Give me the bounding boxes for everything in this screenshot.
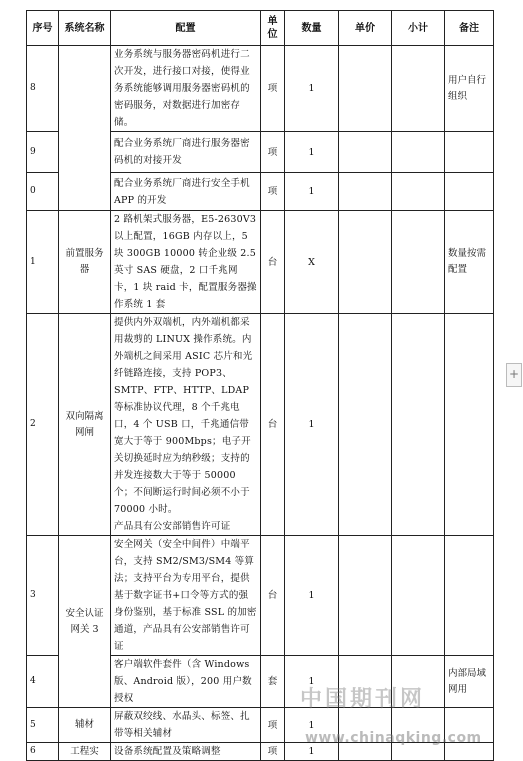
note-cell: 内部局域网用 bbox=[445, 656, 494, 708]
row-number: 0 bbox=[27, 173, 59, 211]
note-cell: 数量按需配置 bbox=[445, 211, 494, 314]
qty-cell: 1 bbox=[285, 314, 339, 536]
row-number: 3 bbox=[27, 536, 59, 656]
qty-cell: 1 bbox=[285, 173, 339, 211]
table-header-row bbox=[27, 11, 494, 46]
row-number: 5 bbox=[27, 708, 59, 743]
subtotal-cell bbox=[392, 132, 445, 173]
system-name: 前置服务器 bbox=[59, 211, 111, 314]
config-text: 配合业务系统厂商进行安全手机 APP 的开发 bbox=[111, 173, 261, 211]
unit-cell: 套 bbox=[261, 656, 285, 708]
price-cell bbox=[339, 173, 392, 211]
qty-cell: 1 bbox=[285, 132, 339, 173]
unit-cell: 台 bbox=[261, 536, 285, 656]
row-number: 4 bbox=[27, 656, 59, 708]
system-name: 双向隔离网闸 bbox=[59, 314, 111, 536]
unit-cell: 项 bbox=[261, 173, 285, 211]
header-cell: 配置 bbox=[111, 11, 261, 46]
subtotal-cell bbox=[392, 211, 445, 314]
spec-table bbox=[26, 10, 494, 761]
unit-cell: 项 bbox=[261, 708, 285, 743]
qty-cell: 1 bbox=[285, 656, 339, 708]
table-row bbox=[27, 46, 494, 132]
qty-cell: X bbox=[285, 211, 339, 314]
header-cell: 系统名称 bbox=[59, 11, 111, 46]
system-name: 工程实 bbox=[59, 743, 111, 761]
config-text: 提供内外双端机，内外端机都采用裁剪的 LINUX 操作系统。内外端机之间采用 ASIC 芯片和光纤链路连接，支持 POP3、SMTP、FTP、HTTP、LDAP 等标准协议代理，8 个千兆电口，4 个 USB 口，千兆通信带宽大于等于 900Mbps；电子开关切换延时应为纳秒级；支持的并发连接数大于等于 50000 个；不间断运行时间必须不小于 70000 小时。 产品具有公安部销售许可证 bbox=[111, 314, 261, 536]
header-cell: 备注 bbox=[445, 11, 494, 46]
unit-cell: 台 bbox=[261, 314, 285, 536]
config-text: 安全网关（安全中间件）中端平台，支持 SM2/SM3/SM4 等算法；支持平台为专用平台，提供基于数字证书+口令等方式的强身份鉴别，基于标准 SSL 的加密通道，产品具有公安部销售许可证 bbox=[111, 536, 261, 656]
row-number: 6 bbox=[27, 743, 59, 761]
unit-cell: 项 bbox=[261, 132, 285, 173]
unit-cell: 项 bbox=[261, 46, 285, 132]
config-text: 设备系统配置及策略调整 bbox=[111, 743, 261, 761]
watermark-url: www.chinaqking.com bbox=[305, 730, 482, 746]
note-cell bbox=[445, 132, 494, 173]
header-cell: 单价 bbox=[339, 11, 392, 46]
row-number: 9 bbox=[27, 132, 59, 173]
system-name bbox=[59, 46, 111, 211]
subtotal-cell bbox=[392, 536, 445, 656]
config-text: 2 路机架式服务器，E5-2630V3 以上配置，16GB 内存以上，5 块 300GB 10000 转企业级 2.5 英寸 SAS 硬盘，2 口千兆网卡，1 块 raid 卡，配置服务器操作系统 1 套 bbox=[111, 211, 261, 314]
header-cell: 小计 bbox=[392, 11, 445, 46]
subtotal-cell bbox=[392, 314, 445, 536]
add-marker-button[interactable]: + bbox=[506, 363, 522, 387]
config-text: 业务系统与服务器密码机进行二次开发，进行接口对接，使得业务系统能够调用服务器密码机的密码服务，对数据进行加密存储。 bbox=[111, 46, 261, 132]
price-cell bbox=[339, 132, 392, 173]
header-cell: 数量 bbox=[285, 11, 339, 46]
row-number: 8 bbox=[27, 46, 59, 132]
price-cell bbox=[339, 536, 392, 656]
note-cell: 用户自行组织 bbox=[445, 46, 494, 132]
qty-cell: 1 bbox=[285, 46, 339, 132]
qty-cell: 1 bbox=[285, 708, 339, 743]
price-cell bbox=[339, 314, 392, 536]
config-text: 客户端软件套件（含 Windows 版、Android 版），200 用户数授权 bbox=[111, 656, 261, 708]
table-row bbox=[27, 314, 494, 536]
header-cell: 序号 bbox=[27, 11, 59, 46]
price-cell bbox=[339, 46, 392, 132]
price-cell bbox=[339, 211, 392, 314]
config-text: 配合业务系统厂商进行服务器密码机的对接开发 bbox=[111, 132, 261, 173]
qty-cell: 1 bbox=[285, 536, 339, 656]
unit-cell: 项 bbox=[261, 743, 285, 761]
note-cell bbox=[445, 173, 494, 211]
qty-cell: 1 bbox=[285, 743, 339, 761]
system-name: 辅材 bbox=[59, 708, 111, 743]
note-cell bbox=[445, 536, 494, 656]
row-number: 1 bbox=[27, 211, 59, 314]
unit-cell: 台 bbox=[261, 211, 285, 314]
note-cell bbox=[445, 314, 494, 536]
table-row bbox=[27, 211, 494, 314]
subtotal-cell bbox=[392, 173, 445, 211]
table-row bbox=[27, 536, 494, 656]
header-cell: 单位 bbox=[261, 11, 285, 46]
system-name: 安全认证网关 3 bbox=[59, 536, 111, 708]
config-text: 屏蔽双绞线、水晶头、标签、扎带等相关辅材 bbox=[111, 708, 261, 743]
subtotal-cell bbox=[392, 46, 445, 132]
row-number: 2 bbox=[27, 314, 59, 536]
watermark-text: 中国期刊网 bbox=[300, 687, 426, 712]
